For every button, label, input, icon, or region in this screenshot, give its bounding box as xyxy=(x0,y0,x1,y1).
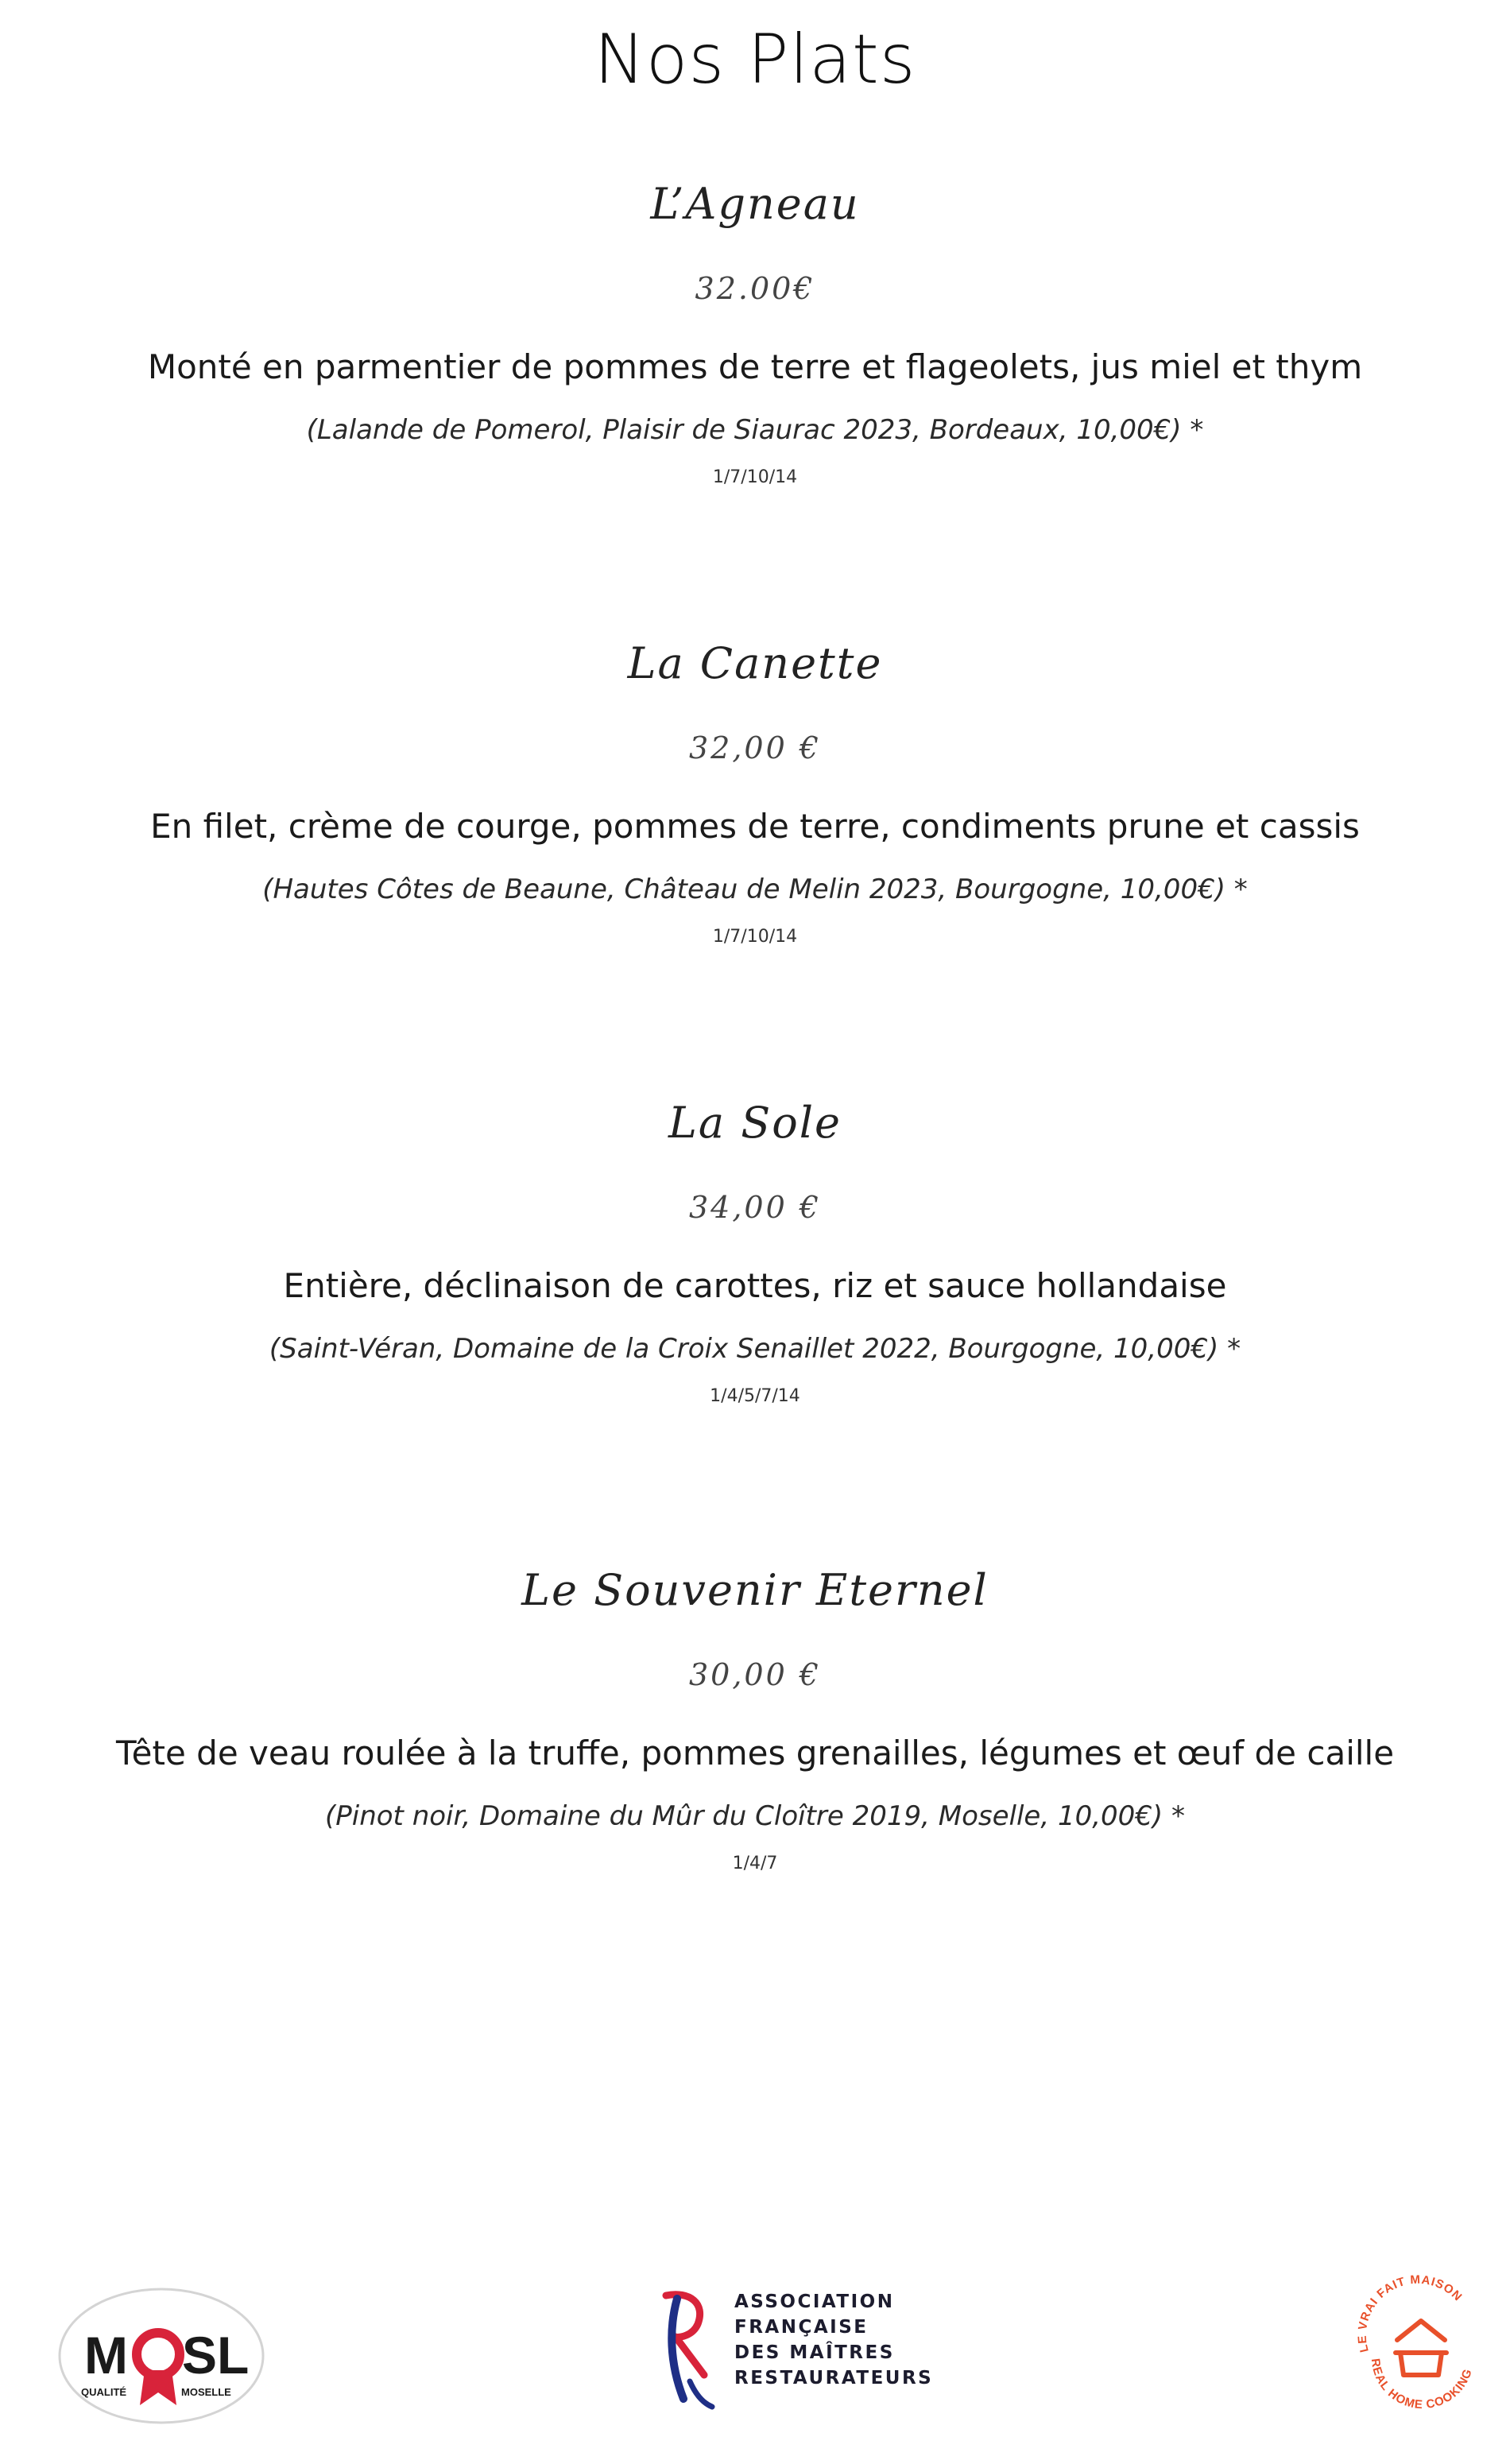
afmr-line: RESTAURATEURS xyxy=(734,2368,934,2388)
mosl-qualite-moselle-logo xyxy=(57,2286,265,2426)
dish-price: 30,00 € xyxy=(688,1657,822,1692)
afmr-line: DES MAÎTRES xyxy=(734,2342,895,2363)
wine-pairing: (Hautes Côtes de Beaune, Château de Melin 2023, Bourgogne, 10,00€) * xyxy=(262,874,1248,905)
le-vrai-fait-maison-logo xyxy=(1348,2264,1489,2431)
svg-text:REAL HOME COOKING xyxy=(1369,2357,1475,2412)
allergen-codes: 1/7/10/14 xyxy=(712,467,798,487)
vfm-top-text: LE VRAI FAIT MAISON xyxy=(1355,2272,1465,2354)
fait-maison-icon xyxy=(1348,2264,1489,2431)
dish-description: Monté en parmentier de pommes de terre et flageolets, jus miel et thym xyxy=(147,347,1363,386)
dish-price: 34,00 € xyxy=(688,1190,822,1225)
allergen-codes: 1/7/10/14 xyxy=(712,927,798,947)
svg-text:SL: SL xyxy=(182,2326,250,2385)
afmr-line: ASSOCIATION xyxy=(734,2292,895,2312)
mosl-logo-icon xyxy=(57,2286,265,2426)
dish-canette xyxy=(0,636,1510,949)
house-pot-icon xyxy=(1396,2321,1446,2375)
dish-name: La Sole xyxy=(668,1098,842,1148)
allergen-codes: 1/4/5/7/14 xyxy=(710,1386,800,1406)
vfm-bottom-text: REAL HOME COOKING xyxy=(1368,2357,1476,2412)
wine-pairing: (Saint-Véran, Domaine de la Croix Senaillet 2022, Bourgogne, 10,00€) * xyxy=(269,1333,1241,1365)
dish-souvenir-eternel xyxy=(0,1563,1510,1876)
dish-price: 32,00 € xyxy=(688,730,822,765)
dish-name: L’Agneau xyxy=(650,179,860,229)
dish-agneau xyxy=(0,176,1510,490)
wine-pairing: (Pinot noir, Domaine du Mûr du Cloître 2019, Moselle, 10,00€) * xyxy=(324,1800,1186,1832)
dish-price: 32.00€ xyxy=(695,271,815,306)
mr-monogram-icon xyxy=(649,2280,720,2423)
svg-text:LE VRAI FAIT MAISON xyxy=(1356,2273,1465,2354)
dish-description: En filet, crème de courge, pommes de terre, condiments prune et cassis xyxy=(150,807,1360,846)
mosl-tagline-right: MOSELLE xyxy=(181,2386,231,2398)
svg-text:M: M xyxy=(84,2326,128,2385)
dish-name: La Canette xyxy=(627,638,883,688)
mosl-tagline-left: QUALITÉ xyxy=(81,2386,127,2398)
allergen-codes: 1/4/7 xyxy=(732,1854,778,1873)
page-title: Nos Plats xyxy=(594,20,916,99)
afmr-text-block xyxy=(734,2289,933,2391)
maitres-restaurateurs-logo xyxy=(649,2280,990,2423)
dish-description: Tête de veau roulée à la truffe, pommes grenailles, légumes et œuf de caille xyxy=(115,1734,1395,1772)
dish-name: Le Souvenir Eternel xyxy=(521,1565,989,1615)
wine-pairing: (Lalande de Pomerol, Plaisir de Siaurac 2023, Bordeaux, 10,00€) * xyxy=(306,414,1204,446)
dish-sole xyxy=(0,1095,1510,1408)
afmr-line: FRANÇAISE xyxy=(734,2317,869,2338)
dish-description: Entière, déclinaison de carottes, riz et sauce hollandaise xyxy=(283,1266,1227,1305)
